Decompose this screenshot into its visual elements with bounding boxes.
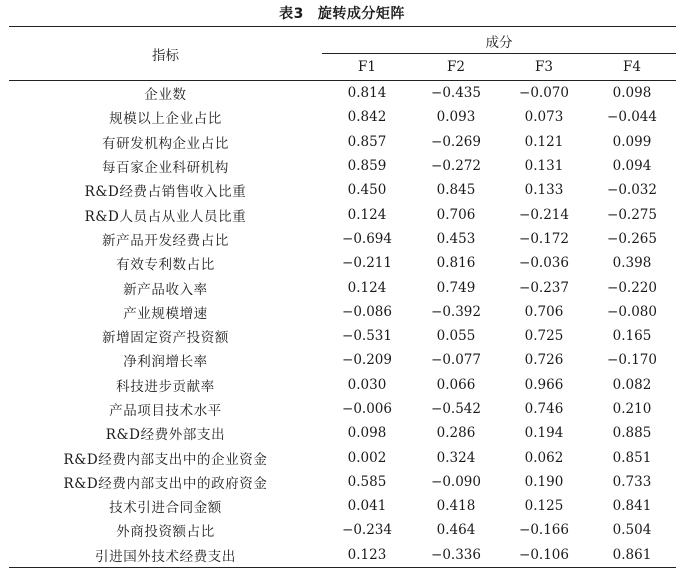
- loading-value-f4: −0.044: [607, 109, 657, 126]
- loading-value-f2: 0.816: [436, 255, 476, 272]
- loading-value-f1: −0.006: [342, 401, 392, 417]
- loading-value-f4: 0.733: [612, 473, 652, 490]
- indicator-label: 净利润增长率: [123, 354, 208, 371]
- loading-value-f3: 0.062: [524, 449, 564, 466]
- table-row: [9, 178, 676, 202]
- loading-value-f2: 0.845: [436, 182, 476, 199]
- loading-value-f3: −0.106: [500, 543, 588, 568]
- loading-value-f2: −0.272: [431, 158, 481, 175]
- indicator-label: 规模以上企业占比: [109, 111, 222, 128]
- table-row: [9, 494, 676, 518]
- loading-value-f1: 0.030: [347, 376, 387, 393]
- loading-value-f3: 0.194: [524, 425, 564, 442]
- row-header-indicator: 指标: [9, 27, 322, 81]
- loading-value-f1: 0.859: [347, 158, 387, 175]
- indicator-label: 有研发机构企业占比: [102, 135, 229, 152]
- loading-value-f4: 0.885: [612, 425, 652, 442]
- table-row: [9, 470, 676, 494]
- table-row: [9, 154, 676, 178]
- loading-value-f1: −0.086: [342, 303, 392, 320]
- loading-value-f1: −0.209: [342, 352, 392, 369]
- table-body: [9, 81, 676, 568]
- loading-value-f1: −0.211: [342, 255, 392, 272]
- table-row: [9, 397, 676, 421]
- loading-value-f4: 0.082: [612, 376, 652, 393]
- loading-value-f3: −0.237: [519, 279, 569, 296]
- indicator-label: 每百家企业科研机构: [102, 160, 229, 177]
- indicator-label: R&D人员占从业人员比重: [84, 208, 247, 225]
- table-title: 旋转成分矩阵: [317, 6, 405, 22]
- table-row: [9, 543, 676, 568]
- loading-value-f4: 0.851: [612, 449, 652, 466]
- loading-value-f4: 0.504: [612, 522, 652, 539]
- indicator-label: 新产品开发经费占比: [102, 232, 229, 249]
- loading-value-f4: 0.099: [612, 133, 652, 150]
- column-group-component: 成分: [322, 27, 676, 54]
- loading-value-f3: 0.131: [524, 158, 564, 175]
- loading-value-f2: −0.269: [431, 133, 481, 150]
- loading-value-f4: 0.398: [612, 255, 652, 272]
- loading-value-f3: −0.214: [519, 206, 569, 223]
- table-row: [9, 324, 676, 348]
- loading-value-f2: −0.542: [431, 401, 481, 417]
- loading-value-f2: 0.324: [436, 449, 476, 466]
- indicator-label: 新产品收入率: [123, 281, 208, 298]
- loading-value-f3: −0.070: [519, 85, 569, 102]
- loading-value-f1: 0.585: [347, 473, 387, 490]
- loading-value-f2: 0.749: [436, 279, 476, 296]
- loading-value-f2: 0.055: [436, 328, 476, 345]
- loading-value-f4: −0.080: [607, 303, 657, 320]
- column-header-f4: F4: [588, 54, 676, 81]
- loading-value-f1: 0.124: [347, 206, 387, 223]
- indicator-label: R&D经费外部支出: [105, 427, 226, 444]
- indicator-label: 产品项目技术水平: [109, 403, 222, 419]
- loading-value-f2: 0.453: [436, 230, 476, 247]
- loading-value-f2: −0.077: [431, 352, 481, 369]
- table-row: [9, 373, 676, 397]
- loading-value-f3: 0.121: [524, 133, 564, 150]
- loading-value-f1: −0.531: [342, 328, 392, 345]
- loading-value-f1: 0.450: [347, 182, 387, 199]
- loading-value-f4: −0.265: [607, 230, 657, 247]
- indicator-label: 引进国外技术经费支出: [9, 543, 322, 568]
- indicator-label: 企业数: [144, 87, 187, 104]
- loading-value-f4: 0.210: [612, 401, 652, 417]
- column-header-f3: F3: [500, 54, 588, 81]
- loading-value-f4: −0.275: [607, 206, 657, 223]
- loading-value-f2: −0.435: [431, 85, 481, 102]
- column-header-f2: F2: [412, 54, 500, 81]
- rotated-component-matrix-table: [9, 26, 676, 568]
- loading-value-f4: 0.165: [612, 328, 652, 345]
- loading-value-f2: 0.093: [436, 109, 476, 126]
- loading-value-f3: 0.746: [524, 401, 564, 417]
- table-row: [9, 251, 676, 275]
- loading-value-f3: −0.036: [519, 255, 569, 272]
- loading-value-f1: 0.002: [347, 449, 387, 466]
- table-row: [9, 130, 676, 154]
- loading-value-f4: 0.094: [612, 158, 652, 175]
- indicator-label: R&D经费占销售收入比重: [84, 184, 247, 201]
- loading-value-f3: 0.133: [524, 182, 564, 199]
- loading-value-f2: 0.066: [436, 376, 476, 393]
- loading-value-f1: 0.098: [347, 425, 387, 442]
- loading-value-f2: −0.090: [431, 473, 481, 490]
- loading-value-f4: 0.098: [612, 85, 652, 102]
- indicator-label: 技术引进合同金额: [109, 500, 222, 517]
- loading-value-f3: 0.706: [524, 303, 564, 320]
- indicator-label: R&D经费内部支出中的政府资金: [63, 475, 268, 492]
- loading-value-f1: −0.694: [342, 230, 392, 247]
- indicator-label: 外商投资额占比: [116, 524, 215, 541]
- loading-value-f1: 0.123: [322, 543, 412, 568]
- loading-value-f1: 0.124: [347, 279, 387, 296]
- indicator-label: 科技进步贡献率: [116, 378, 215, 395]
- table-row: [9, 421, 676, 445]
- loading-value-f1: 0.857: [347, 133, 387, 150]
- loading-value-f3: 0.125: [524, 498, 564, 515]
- loading-value-f2: 0.464: [436, 522, 476, 539]
- indicator-label: 产业规模增速: [123, 305, 208, 322]
- loading-value-f3: 0.725: [524, 328, 564, 345]
- loading-value-f4: 0.861: [588, 543, 676, 568]
- loading-value-f3: 0.073: [524, 109, 564, 126]
- indicator-label: 新增固定资产投资额: [102, 330, 229, 347]
- loading-value-f3: 0.190: [524, 473, 564, 490]
- loading-value-f3: 0.726: [524, 352, 564, 369]
- table-row: [9, 202, 676, 226]
- loading-value-f1: 0.814: [347, 85, 387, 102]
- loading-value-f4: 0.841: [612, 498, 652, 515]
- loading-value-f3: −0.172: [519, 230, 569, 247]
- loading-value-f2: −0.392: [431, 303, 481, 320]
- table-caption: [0, 3, 684, 23]
- loading-value-f3: 0.966: [524, 376, 564, 393]
- loading-value-f1: 0.842: [347, 109, 387, 126]
- table-row: [9, 275, 676, 299]
- loading-value-f4: −0.170: [607, 352, 657, 369]
- indicator-label: 有效专利数占比: [116, 257, 215, 274]
- loading-value-f2: 0.286: [436, 425, 476, 442]
- loading-value-f2: 0.418: [436, 498, 476, 515]
- table-row: [9, 300, 676, 324]
- loading-value-f2: 0.706: [436, 206, 476, 223]
- loading-value-f2: −0.336: [412, 543, 500, 568]
- indicator-label: R&D经费内部支出中的企业资金: [63, 451, 268, 468]
- table-row: [9, 445, 676, 469]
- loading-value-f1: 0.041: [347, 498, 387, 515]
- table-row: [9, 81, 676, 106]
- table-number: 表3: [279, 6, 304, 22]
- loading-value-f4: −0.220: [607, 279, 657, 296]
- column-header-f1: F1: [322, 54, 412, 81]
- table-row: [9, 518, 676, 542]
- table-row: [9, 348, 676, 372]
- loading-value-f4: −0.032: [607, 182, 657, 199]
- loading-value-f1: −0.234: [342, 522, 392, 539]
- loading-value-f3: −0.166: [519, 522, 569, 539]
- table-row: [9, 105, 676, 129]
- table-row: [9, 227, 676, 251]
